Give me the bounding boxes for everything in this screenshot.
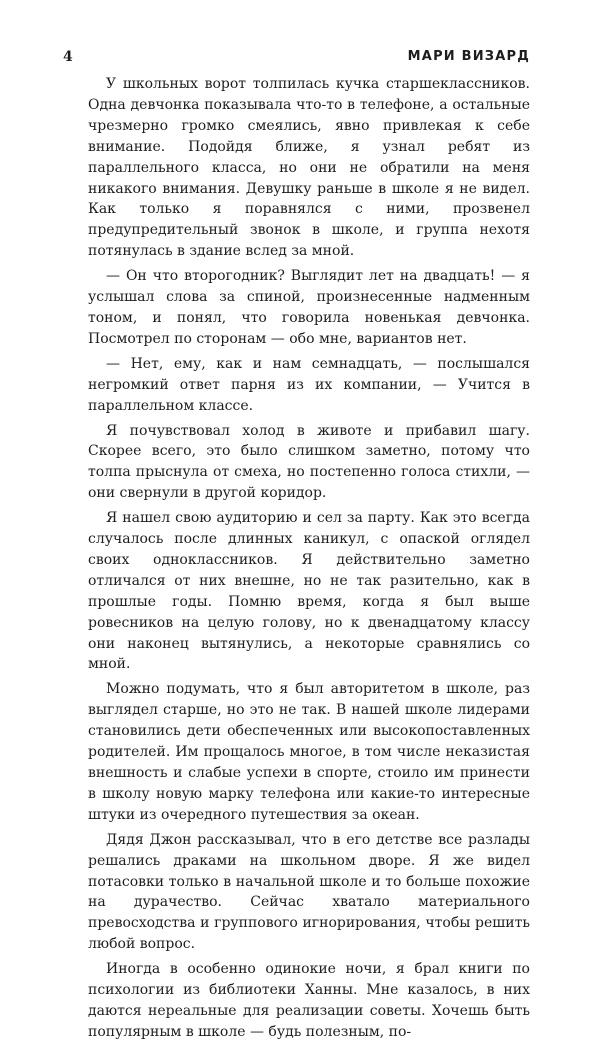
paragraph: У школьных ворот толпилась кучка старшеклассников. Одна девчонка показывала что-то в телефоне, а остальные чрезмерно громко смеялись, явно привлекая к себе внимание. Подойдя ближе, я узнал ребят из параллельного класса, но они не обратили на меня никакого внимания. Девушку раньше в школе я не видел. Как только я поравнялся с ними, прозвенел предупредительный звонок в школе, и группа нехотя потянулась в здание вслед за мной.	[88, 76, 530, 260]
paragraph: Иногда в особенно одинокие ночи, я брал книги по психологии из библиотеки Ханны. Мне казалось, в них даются нереальные для реализации советы. Хочешь быть популярным в школе — будь полезным, по-	[88, 961, 530, 1040]
paragraph: Можно подумать, что я был авторитетом в школе, раз выглядел старше, но это не так. В нашей школе лидерами становились дети обеспеченных или высокопоставленных родителей. Им прощалось многое, в том числе неказистая внешность и слабые успехи в спорте, стоило им принести в школу новую марку телефона или какие-то интересные штуки из очередного путешествия за океан.	[88, 681, 530, 823]
page-number: 4	[63, 49, 73, 65]
page-header	[63, 48, 530, 68]
body-text	[88, 74, 530, 1047]
running-title: МАРИ ВИЗАРД	[407, 49, 530, 64]
paragraph: — Нет, ему, как и нам семнадцать, — послышался негромкий ответ парня из их компании, — Учится в параллельном классе.	[88, 355, 530, 414]
paragraph: Я нашел свою аудиторию и сел за парту. Как это всегда случалось после длинных каникул, с опаской оглядел своих одноклассников. Я действительно заметно отличался от них внешне, но не так разительно, как в прошлые годы. Помню время, когда я был выше ровесников на целую голову, но к двенадцатому классу они наконец вытянулись, а некоторые сравнялись со мной.	[88, 510, 530, 673]
paragraph: Дядя Джон рассказывал, что в его детстве все разлады решались драками на школьном дворе. Я же видел потасовки только в начальной школе и то больше похожие на дурачество. Сейчас хватало материального превосходства и группового игнорирования, чтобы решить любой вопрос.	[88, 831, 530, 953]
paragraph: Я почувствовал холод в животе и прибавил шагу. Скорее всего, это было слишком заметно, потому что толпа прыснула от смеха, но постепенно голоса стихли, — они свернули в другой коридор.	[88, 422, 530, 502]
paragraph: — Он что второгодник? Выглядит лет на двадцать! — я услышал слова за спиной, произнесенные надменным тоном, и понял, что говорила новенькая девчонка. Посмотрел по сторонам — обо мне, вариантов нет.	[88, 268, 530, 347]
